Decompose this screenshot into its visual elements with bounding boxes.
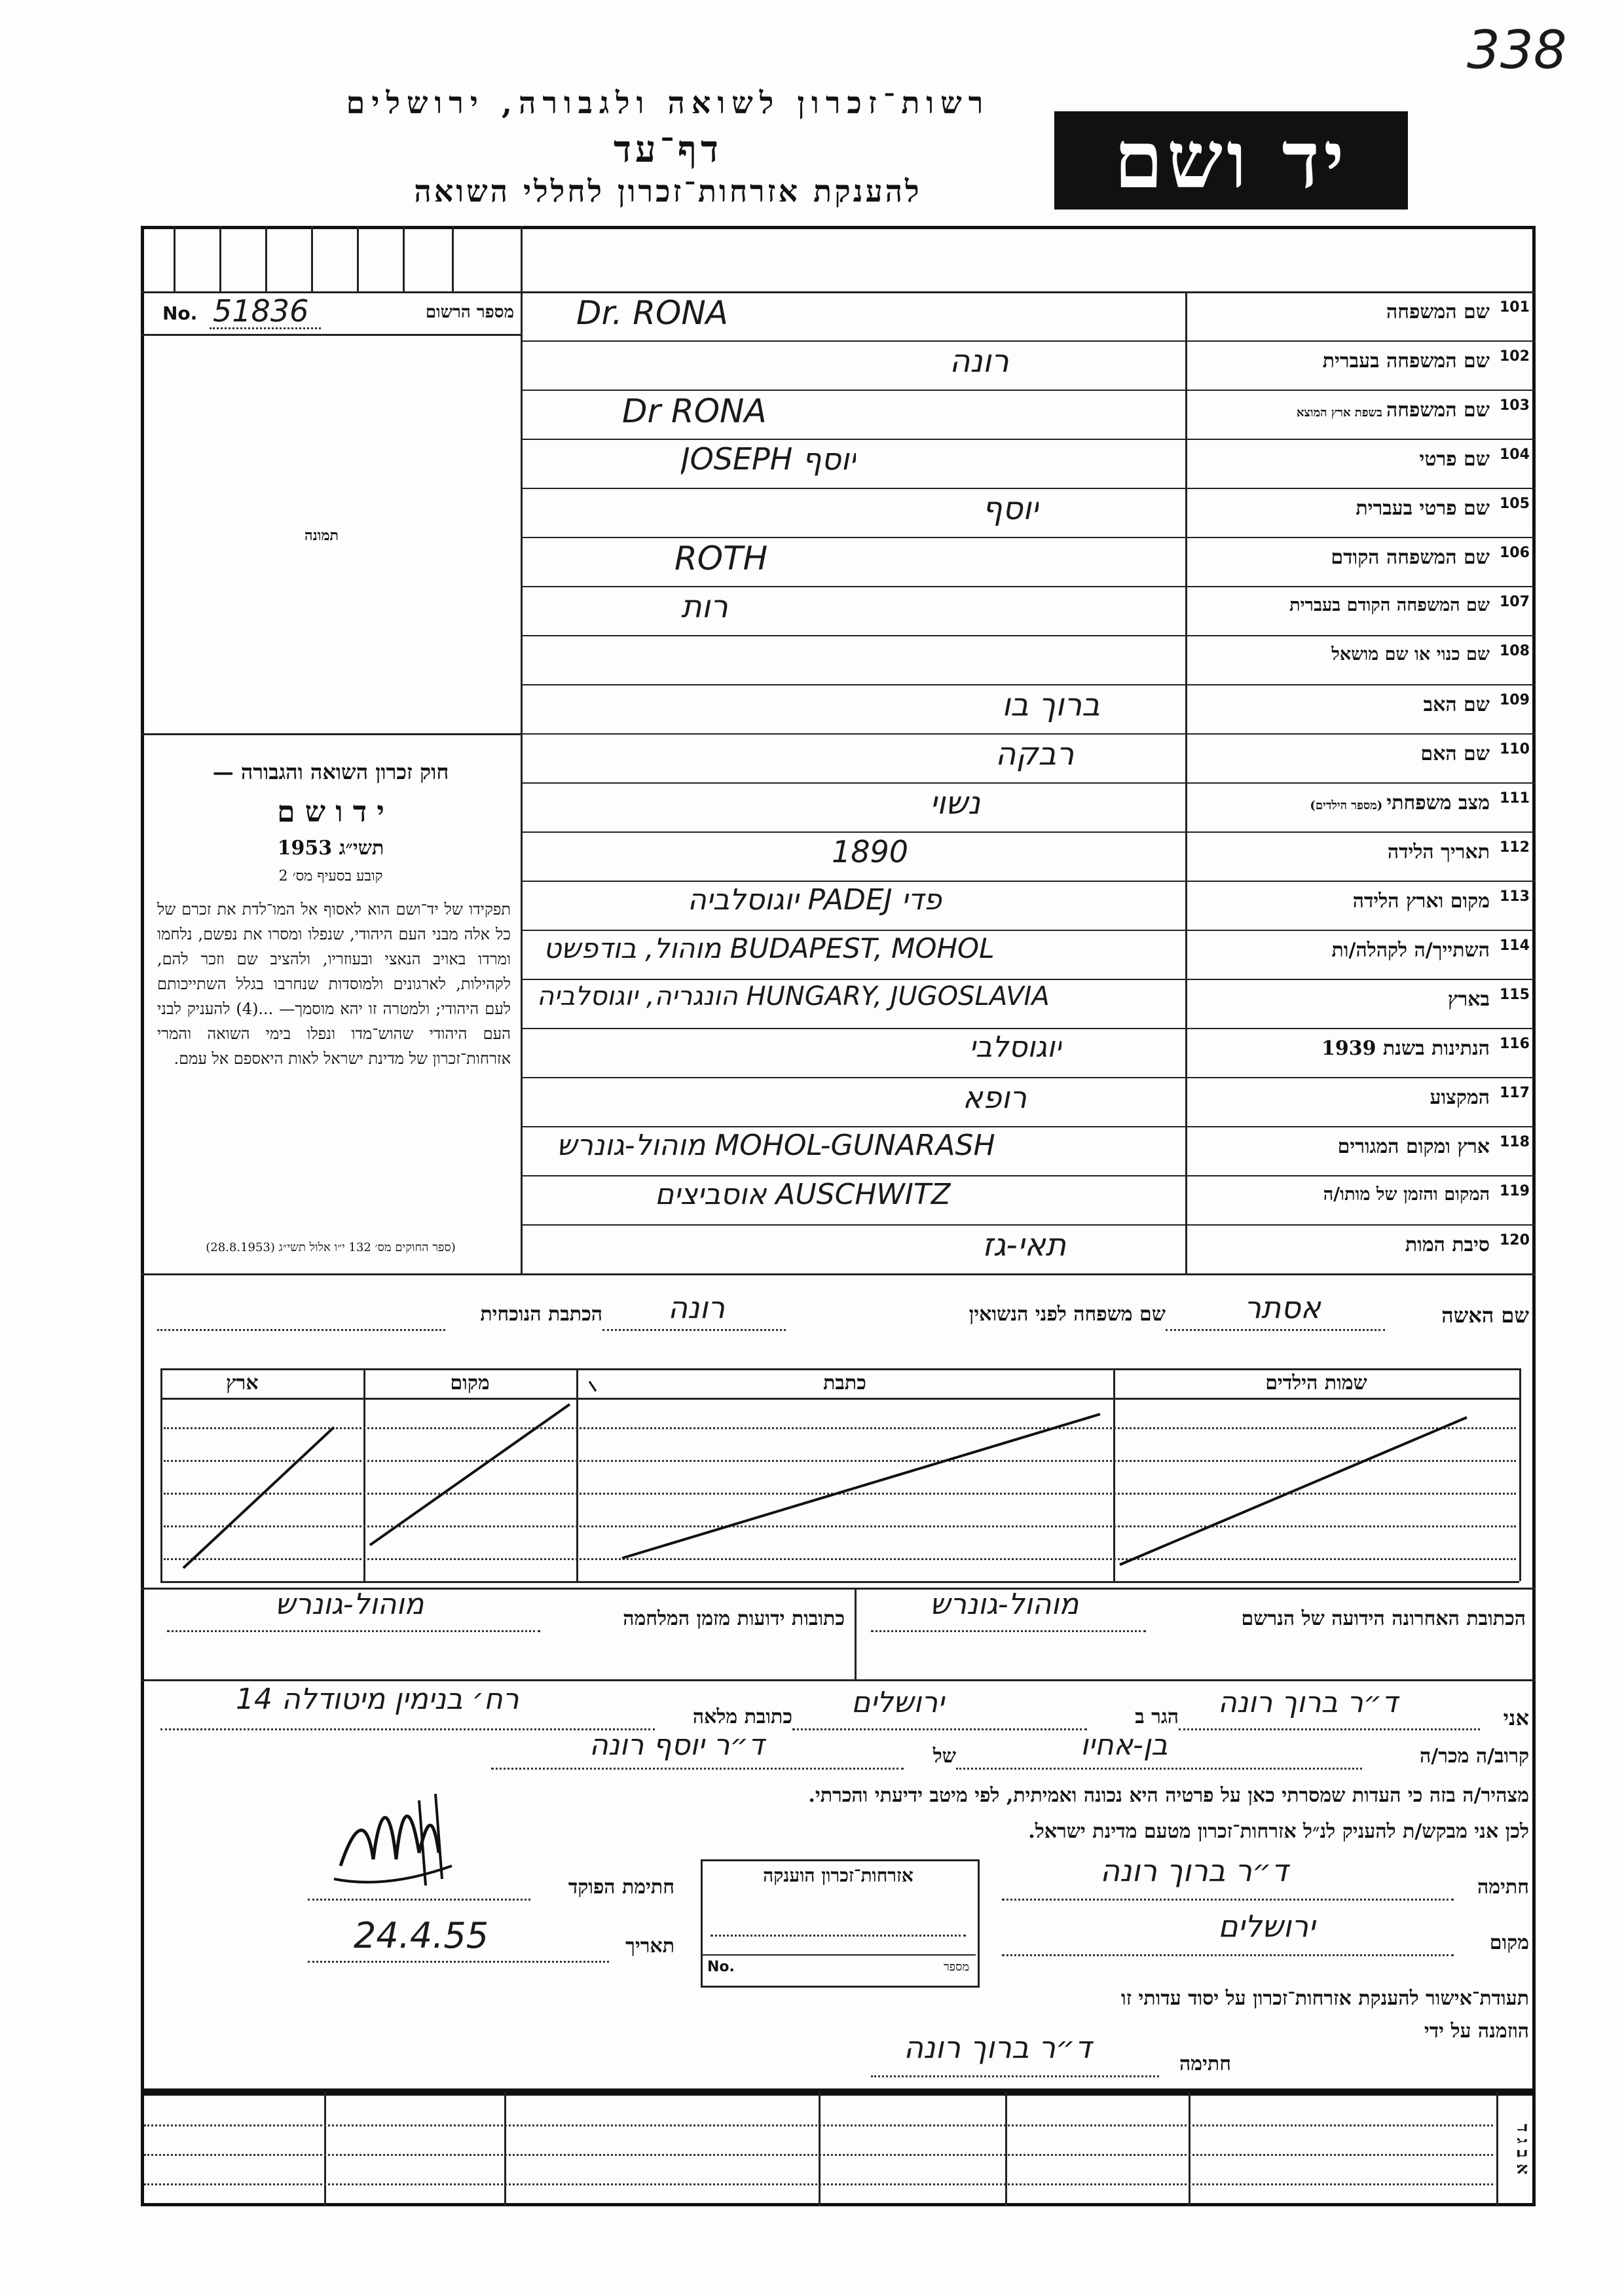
children-col-names: שמות הילדים — [1265, 1372, 1367, 1394]
declarant-ani-label: אני — [1503, 1705, 1529, 1730]
field-label-112 — [1192, 841, 1490, 864]
field-label-text: תאריך הלידה — [1387, 841, 1490, 864]
field-label-text: שם המשפחה — [1386, 301, 1490, 323]
field-label-103 — [1192, 399, 1490, 422]
field-number-114: 114 — [1500, 938, 1530, 954]
field-value-106[interactable]: ROTH — [674, 539, 768, 577]
field-label-116 — [1192, 1037, 1490, 1060]
field-label-text: שם כנוי או שם מושאל — [1331, 644, 1490, 665]
field-label-text: המקום והזמן של מותו/ה — [1323, 1184, 1490, 1205]
certificate-sig-label: חתימה — [1179, 2052, 1231, 2075]
field-number-109: 109 — [1500, 692, 1530, 708]
field-value-102[interactable]: רונה — [950, 343, 1009, 380]
children-col-place: מקום — [450, 1372, 490, 1394]
field-number-117: 117 — [1500, 1085, 1530, 1101]
field-number-102: 102 — [1500, 348, 1530, 365]
field-label-text: הנתינות בשנת 1939 — [1321, 1037, 1490, 1060]
wife-name-value[interactable]: אסתר — [1244, 1290, 1321, 1325]
registration-number[interactable]: 51836 — [213, 293, 309, 329]
field-number-112: 112 — [1500, 839, 1530, 856]
field-label-101 — [1192, 301, 1490, 323]
field-number-107: 107 — [1500, 594, 1530, 610]
law-title: חוק זכרון השואה והגבורה — — [212, 759, 449, 784]
registration-no-prefix: No. — [162, 302, 198, 324]
field-label-small: בשפת ארץ המוצא — [1296, 406, 1382, 420]
field-label-114 — [1192, 939, 1490, 962]
children-col-address: כתבת — [823, 1372, 866, 1394]
relation-label: קרוב/ה מכר/ה — [1420, 1745, 1529, 1768]
form-title: דף־עד — [613, 128, 722, 171]
field-label-text: מצב משפחתי — [1386, 792, 1490, 814]
field-number-116: 116 — [1500, 1036, 1530, 1052]
field-label-text: שם המשפחה הקודם בעברית — [1289, 595, 1490, 615]
field-value-109[interactable]: ברוך בו — [1002, 687, 1100, 723]
declarant-address[interactable]: 14 רח׳ בנימין מיטודלה — [236, 1683, 519, 1716]
law-body: תפקידו של יד־ושם הוא לאסוף אל המו־לדת את זכרם של כל אלה מבני העם היהודי, שנפלו ומסרו את נפשם, נלחמו ומרדו באויב הנאצי ובעוזריו, ולהציב שם וזכר להם, לקהילות, לארגונים ולמוסדות שנחרבו בגלל השתייכותם לעם היהודי; ולמטרה זו יהא מוסמך— ...(4) להעניק לבני העם היהודי שהוש־מדו ונפלו בימי השואה והמרי אזרחות־זכרון של מדינת ישראל לאות היאספם אל עמם. — [157, 900, 511, 1068]
field-value-113[interactable]: פדי PADEJ יוגוסלביה — [688, 883, 942, 917]
field-value-110[interactable]: רבקה — [995, 736, 1075, 773]
side-code: א ב ג ד — [1513, 2123, 1532, 2175]
authority-title: רשות־זכרון לשואה ולגבורה, ירושלים — [346, 85, 990, 120]
certificate-line-2: הוזמנה על ידי — [1424, 2020, 1529, 2043]
registration-label: מספר הרשום — [425, 302, 514, 322]
declarant-name[interactable]: ד״ר ברוך רונה — [1218, 1686, 1398, 1719]
stamp-number-label: מספר — [943, 1960, 969, 1974]
field-number-105: 105 — [1500, 496, 1530, 512]
field-number-104: 104 — [1500, 446, 1530, 463]
field-label-119 — [1192, 1184, 1490, 1205]
office-use-grid — [141, 2092, 1536, 2206]
field-value-117[interactable]: רופא — [963, 1080, 1027, 1115]
date-label: תאריך — [625, 1935, 674, 1958]
place-label: מקום — [1489, 1931, 1529, 1954]
field-label-117 — [1192, 1086, 1490, 1109]
field-value-119[interactable]: AUSCHWITZ אוסביצים — [655, 1178, 951, 1211]
field-label-107 — [1192, 595, 1490, 615]
field-label-text: שם פרטי בעברית — [1356, 497, 1490, 520]
certificate-signature[interactable]: ד״ר ברוך רונה — [904, 2030, 1092, 2065]
field-label-text: שם פרטי — [1419, 448, 1490, 471]
statement-line-2: לכן אני מבקש/ת להעניק לנ״ל אזרחות־זכרון מטעם מדינת ישראל. — [1028, 1820, 1529, 1843]
field-label-text: שם המשפחה — [1386, 399, 1490, 422]
war-address-label: כתובות ידועות מזמן המלחמה — [623, 1607, 845, 1630]
declarant-resides-label: הגר ב — [1135, 1705, 1179, 1728]
place-value[interactable]: ירושלים — [1218, 1908, 1316, 1944]
wife-maiden-label: שם משפחה לפני הנשואין — [969, 1303, 1166, 1326]
field-number-111: 111 — [1500, 790, 1530, 807]
statement-line-1: מצהיר/ה בזה כי העדות שמסרתי כאן על פרטיה היא נכונה ואמיתית, לפי מיטב ידיעתי והכרתי. — [808, 1784, 1529, 1807]
field-number-120: 120 — [1500, 1232, 1530, 1248]
field-label-120 — [1192, 1233, 1490, 1256]
field-number-113: 113 — [1500, 888, 1530, 905]
field-label-text: שם המשפחה בעברית — [1322, 350, 1490, 373]
wife-address-label: הכתבת הנוכחית — [480, 1303, 602, 1326]
date-value[interactable]: 24.4.55 — [354, 1915, 489, 1956]
wife-maiden-value[interactable]: רונה — [668, 1290, 725, 1325]
law-source: (ספר החוקים מס׳ 132 י״ו אלול תשי״ג (28.8.1953) — [206, 1241, 456, 1254]
field-label-text: שם האב — [1423, 693, 1490, 716]
field-label-text: שם המשפחה הקודם — [1331, 546, 1490, 569]
wife-label: שם האשה — [1441, 1303, 1529, 1328]
field-value-105[interactable]: יוסף — [982, 490, 1039, 527]
field-label-text: ארץ ומקום המגורים — [1337, 1135, 1490, 1158]
field-label-108 — [1192, 644, 1490, 665]
field-value-120[interactable]: תאי-גז — [982, 1227, 1067, 1264]
field-label-small: (מספר הילדים) — [1310, 799, 1383, 812]
field-number-106: 106 — [1500, 545, 1530, 561]
last-address-value[interactable]: מוהול-גונרש — [930, 1588, 1079, 1621]
field-number-101: 101 — [1500, 299, 1530, 316]
field-label-text: סיבת המות — [1405, 1233, 1490, 1256]
stamp-no-label: No. — [707, 1959, 735, 1975]
declarant-signature[interactable]: ד״ר ברוך רונה — [1100, 1853, 1288, 1888]
children-col-country: ארץ — [226, 1372, 259, 1394]
field-label-text: השתייך/ה לקהלה/ות — [1331, 939, 1490, 962]
field-value-107[interactable]: רות — [681, 589, 728, 625]
of-value[interactable]: ד״ר יוסף רונה — [589, 1728, 764, 1762]
field-label-text: בארץ — [1447, 988, 1490, 1011]
last-address-label: הכתובת האחרונה הידועה של הנרשם — [1241, 1607, 1526, 1630]
war-address-value[interactable]: מוהול-גונרש — [275, 1588, 424, 1621]
relation-value[interactable]: בן-אחיו — [1080, 1728, 1168, 1762]
photo-label: תמונה — [304, 527, 339, 544]
declarant-city[interactable]: ירושלים — [851, 1686, 944, 1719]
law-clause: קובע בסעיף מס׳ 2 — [278, 868, 383, 884]
certificate-line-1: תעודת־אישור להענקת אזרחות־זכרון על יסוד עדותי זו — [1121, 1987, 1529, 2010]
field-value-118[interactable]: MOHOL-GUNARASH מוהול-גונרש — [557, 1129, 995, 1162]
field-value-114[interactable]: BUDAPEST, MOHOL מוהול, בודפשט — [544, 932, 995, 964]
field-number-110: 110 — [1500, 741, 1530, 757]
field-number-118: 118 — [1500, 1134, 1530, 1150]
signature-label: חתימה — [1477, 1876, 1529, 1899]
field-value-111[interactable]: נשוי — [930, 785, 981, 822]
declarant-address-label: כתובת מלאה — [692, 1705, 792, 1728]
field-number-108: 108 — [1500, 643, 1530, 659]
field-label-102 — [1192, 350, 1490, 373]
stamp-box-title: אזרחות־זכרון הוענקה — [763, 1865, 913, 1886]
field-number-103: 103 — [1500, 397, 1530, 414]
field-label-115 — [1192, 988, 1490, 1011]
field-label-text: שם האם — [1420, 742, 1490, 765]
form-subtitle: להענקת אזרחות־זכרון לחללי השואה — [414, 173, 922, 209]
of-label: של — [932, 1745, 956, 1768]
field-label-text: המקצוע — [1430, 1086, 1490, 1109]
field-number-115: 115 — [1500, 987, 1530, 1003]
field-value-112[interactable]: 1890 — [832, 834, 909, 869]
field-label-text: מקום וארץ הלידה — [1352, 890, 1490, 913]
yad-vashem-logo: יד ושם — [1054, 111, 1408, 210]
field-label-111 — [1192, 792, 1490, 814]
field-label-109 — [1192, 693, 1490, 716]
law-year: תשי״ג 1953 — [277, 837, 384, 860]
field-label-113 — [1192, 890, 1490, 913]
field-label-104 — [1192, 448, 1490, 471]
field-value-101[interactable]: Dr. RONA — [576, 294, 728, 332]
field-value-104[interactable]: JOSEPH יוסף — [681, 441, 857, 477]
field-label-106 — [1192, 546, 1490, 569]
field-label-118 — [1192, 1135, 1490, 1158]
page-number: 338 — [1467, 20, 1567, 81]
officer-signature-mark — [327, 1787, 458, 1899]
field-value-115[interactable]: HUNGARY, JUGOSLAVIA הונגריה, יוגוסלביה — [537, 981, 1050, 1011]
field-label-105 — [1192, 497, 1490, 520]
field-value-103[interactable]: Dr RONA — [622, 392, 767, 430]
law-name: י ד ו ש ם — [277, 795, 384, 829]
field-number-119: 119 — [1500, 1183, 1530, 1199]
field-label-110 — [1192, 742, 1490, 765]
field-value-116[interactable]: יוגוסלבי — [969, 1030, 1061, 1064]
officer-sig-label: חתימת הפוקד — [568, 1876, 674, 1899]
